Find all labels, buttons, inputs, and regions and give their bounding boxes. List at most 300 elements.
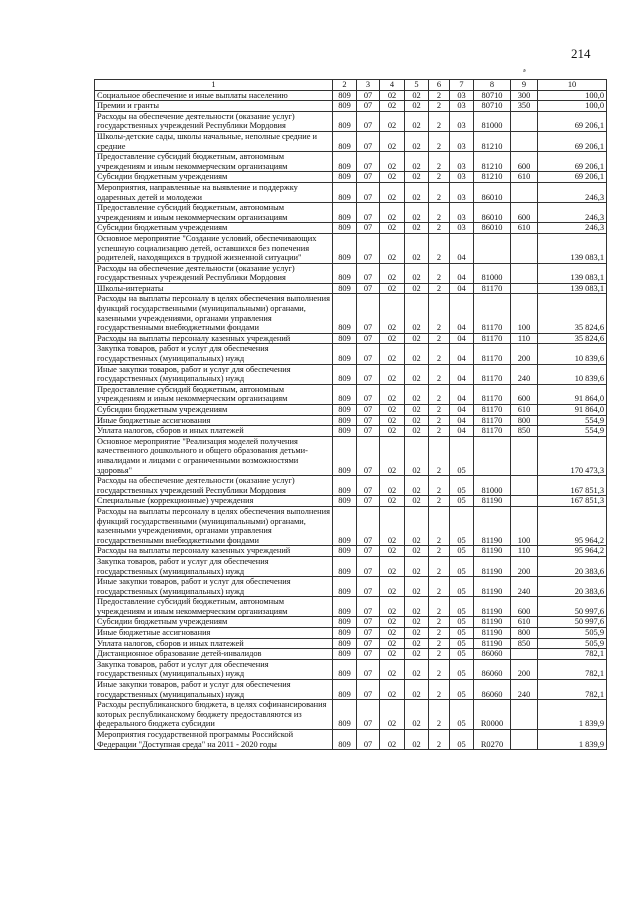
- code-event-cell: 03: [450, 90, 474, 101]
- code-program-cell: 02: [405, 101, 429, 112]
- code-subprogram-cell: 2: [429, 384, 450, 404]
- code-event-cell: 05: [450, 730, 474, 750]
- code-direction-cell: 81210: [474, 172, 511, 183]
- code-subsection-cell: 02: [380, 700, 405, 730]
- code-section-cell: 07: [357, 628, 380, 639]
- code-ministry-cell: 809: [333, 384, 357, 404]
- code-event-cell: 05: [450, 436, 474, 475]
- code-direction-cell: R0270: [474, 730, 511, 750]
- code-expense-type-cell: [511, 436, 538, 475]
- code-subprogram-cell: 2: [429, 577, 450, 597]
- code-ministry-cell: 809: [333, 263, 357, 283]
- code-event-cell: 04: [450, 415, 474, 426]
- code-ministry-cell: 809: [333, 649, 357, 660]
- table-row: [95, 436, 607, 475]
- table-row: [95, 344, 607, 364]
- table-row: [95, 294, 607, 333]
- code-subsection-cell: 02: [380, 233, 405, 263]
- code-subprogram-cell: 2: [429, 426, 450, 437]
- item-name-cell: Премии и гранты: [95, 101, 333, 112]
- code-direction-cell: 80710: [474, 101, 511, 112]
- code-subsection-cell: 02: [380, 152, 405, 172]
- code-program-cell: 02: [405, 617, 429, 628]
- amount-cell: 782,1: [538, 659, 607, 679]
- code-section-cell: 07: [357, 680, 380, 700]
- table-row: [95, 628, 607, 639]
- code-ministry-cell: 809: [333, 101, 357, 112]
- item-name-cell: Расходы на выплаты персоналу казенных учреждений: [95, 546, 333, 557]
- code-direction-cell: 81210: [474, 152, 511, 172]
- amount-cell: 1 839,9: [538, 700, 607, 730]
- code-event-cell: 03: [450, 152, 474, 172]
- amount-cell: 50 997,6: [538, 597, 607, 617]
- item-name-cell: Субсидии бюджетным учреждениям: [95, 617, 333, 628]
- code-direction-cell: 81190: [474, 617, 511, 628]
- code-expense-type-cell: 200: [511, 556, 538, 576]
- table-row: [95, 426, 607, 437]
- code-section-cell: 07: [357, 90, 380, 101]
- code-subprogram-cell: 2: [429, 659, 450, 679]
- code-expense-type-cell: [511, 263, 538, 283]
- amount-cell: 554,9: [538, 426, 607, 437]
- code-subsection-cell: 02: [380, 384, 405, 404]
- code-direction-cell: 80710: [474, 90, 511, 101]
- code-subprogram-cell: 2: [429, 294, 450, 333]
- code-expense-type-cell: 110: [511, 333, 538, 344]
- code-program-cell: 02: [405, 405, 429, 416]
- item-name-cell: Расходы на обеспечение деятельности (оказание услуг) государственных учреждений Республики Мордовия: [95, 476, 333, 496]
- code-subprogram-cell: 2: [429, 638, 450, 649]
- code-event-cell: 05: [450, 556, 474, 576]
- code-event-cell: 03: [450, 223, 474, 234]
- code-ministry-cell: 809: [333, 659, 357, 679]
- code-subsection-cell: 02: [380, 344, 405, 364]
- table-row: [95, 415, 607, 426]
- code-event-cell: 03: [450, 203, 474, 223]
- handwritten-mark: ₔ: [523, 63, 526, 74]
- code-event-cell: 04: [450, 283, 474, 294]
- code-direction-cell: 81190: [474, 628, 511, 639]
- code-expense-type-cell: 200: [511, 344, 538, 364]
- item-name-cell: Уплата налогов, сборов и иных платежей: [95, 638, 333, 649]
- code-ministry-cell: 809: [333, 111, 357, 131]
- code-ministry-cell: 809: [333, 233, 357, 263]
- code-ministry-cell: 809: [333, 344, 357, 364]
- code-ministry-cell: 809: [333, 223, 357, 234]
- code-expense-type-cell: 610: [511, 617, 538, 628]
- code-expense-type-cell: [511, 496, 538, 507]
- code-ministry-cell: 809: [333, 496, 357, 507]
- code-direction-cell: 81190: [474, 506, 511, 545]
- code-direction-cell: 81210: [474, 131, 511, 151]
- item-name-cell: Иные закупки товаров, работ и услуг для обеспечения государственных (муниципальных) нужд: [95, 577, 333, 597]
- table-row: [95, 101, 607, 112]
- amount-cell: 505,9: [538, 628, 607, 639]
- code-direction-cell: 81000: [474, 476, 511, 496]
- amount-cell: 139 083,1: [538, 283, 607, 294]
- code-expense-type-cell: 100: [511, 506, 538, 545]
- code-direction-cell: 86010: [474, 182, 511, 202]
- item-name-cell: Закупка товаров, работ и услуг для обеспечения государственных (муниципальных) нужд: [95, 659, 333, 679]
- code-event-cell: 03: [450, 111, 474, 131]
- item-name-cell: Расходы республиканского бюджета, в целях софинансирования которых республиканскому бюджету предоставляются из федерального бюджета субсидии: [95, 700, 333, 730]
- item-name-cell: Расходы на обеспечение деятельности (оказание услуг) государственных учреждений Республики Мордовия: [95, 263, 333, 283]
- amount-cell: 246,3: [538, 203, 607, 223]
- code-subsection-cell: 02: [380, 415, 405, 426]
- amount-cell: 20 383,6: [538, 556, 607, 576]
- code-ministry-cell: 809: [333, 131, 357, 151]
- column-header: 9: [511, 80, 538, 91]
- amount-cell: 246,3: [538, 182, 607, 202]
- code-section-cell: 07: [357, 405, 380, 416]
- code-subsection-cell: 02: [380, 556, 405, 576]
- code-subprogram-cell: 2: [429, 597, 450, 617]
- code-section-cell: 07: [357, 577, 380, 597]
- amount-cell: 139 083,1: [538, 233, 607, 263]
- code-ministry-cell: 809: [333, 203, 357, 223]
- table-row: [95, 223, 607, 234]
- code-subsection-cell: 02: [380, 111, 405, 131]
- code-expense-type-cell: 100: [511, 294, 538, 333]
- code-ministry-cell: 809: [333, 152, 357, 172]
- code-program-cell: 02: [405, 577, 429, 597]
- code-subsection-cell: 02: [380, 506, 405, 545]
- amount-cell: 91 864,0: [538, 384, 607, 404]
- item-name-cell: Субсидии бюджетным учреждениям: [95, 405, 333, 416]
- table-row: [95, 680, 607, 700]
- code-direction-cell: 81170: [474, 344, 511, 364]
- code-section-cell: 07: [357, 203, 380, 223]
- item-name-cell: Предоставление субсидий бюджетным, автономным учреждениям и иным некоммерческим организациям: [95, 152, 333, 172]
- table-row: [95, 405, 607, 416]
- code-ministry-cell: 809: [333, 172, 357, 183]
- code-program-cell: 02: [405, 203, 429, 223]
- code-section-cell: 07: [357, 344, 380, 364]
- amount-cell: 246,3: [538, 223, 607, 234]
- column-header: 8: [474, 80, 511, 91]
- code-program-cell: 02: [405, 233, 429, 263]
- code-expense-type-cell: 350: [511, 101, 538, 112]
- item-name-cell: Социальное обеспечение и иные выплаты населению: [95, 90, 333, 101]
- item-name-cell: Иные бюджетные ассигнования: [95, 415, 333, 426]
- code-program-cell: 02: [405, 333, 429, 344]
- code-section-cell: 07: [357, 436, 380, 475]
- code-subsection-cell: 02: [380, 172, 405, 183]
- code-expense-type-cell: 600: [511, 597, 538, 617]
- code-section-cell: 07: [357, 233, 380, 263]
- table-row: [95, 152, 607, 172]
- code-event-cell: 05: [450, 680, 474, 700]
- amount-cell: 167 851,3: [538, 476, 607, 496]
- item-name-cell: Закупка товаров, работ и услуг для обеспечения государственных (муниципальных) нужд: [95, 556, 333, 576]
- code-subsection-cell: 02: [380, 659, 405, 679]
- code-section-cell: 07: [357, 700, 380, 730]
- code-direction-cell: 81170: [474, 294, 511, 333]
- code-subprogram-cell: 2: [429, 415, 450, 426]
- code-direction-cell: 81170: [474, 283, 511, 294]
- code-subprogram-cell: 2: [429, 203, 450, 223]
- code-expense-type-cell: 850: [511, 426, 538, 437]
- column-header: 2: [333, 80, 357, 91]
- amount-cell: 35 824,6: [538, 294, 607, 333]
- code-section-cell: 07: [357, 111, 380, 131]
- code-expense-type-cell: 800: [511, 415, 538, 426]
- code-program-cell: 02: [405, 506, 429, 545]
- code-program-cell: 02: [405, 344, 429, 364]
- code-ministry-cell: 809: [333, 415, 357, 426]
- amount-cell: 95 964,2: [538, 506, 607, 545]
- item-name-cell: Основное мероприятие "Создание условий, обеспечивающих успешную социализацию детей, оставшихся без попечения родителей, находящихся в трудной жизненной ситуации": [95, 233, 333, 263]
- code-event-cell: 05: [450, 546, 474, 557]
- column-header: 6: [429, 80, 450, 91]
- code-program-cell: 02: [405, 436, 429, 475]
- amount-cell: 91 864,0: [538, 405, 607, 416]
- code-subsection-cell: 02: [380, 364, 405, 384]
- code-event-cell: 05: [450, 506, 474, 545]
- code-event-cell: 05: [450, 659, 474, 679]
- code-ministry-cell: 809: [333, 426, 357, 437]
- code-program-cell: 02: [405, 172, 429, 183]
- code-event-cell: 03: [450, 182, 474, 202]
- amount-cell: 139 083,1: [538, 263, 607, 283]
- code-section-cell: 07: [357, 172, 380, 183]
- code-program-cell: 02: [405, 283, 429, 294]
- item-name-cell: Школы-интернаты: [95, 283, 333, 294]
- code-subsection-cell: 02: [380, 101, 405, 112]
- code-direction-cell: 81190: [474, 577, 511, 597]
- item-name-cell: Уплата налогов, сборов и иных платежей: [95, 426, 333, 437]
- code-subprogram-cell: 2: [429, 152, 450, 172]
- code-section-cell: 07: [357, 476, 380, 496]
- code-subsection-cell: 02: [380, 131, 405, 151]
- table-row: [95, 506, 607, 545]
- code-program-cell: 02: [405, 597, 429, 617]
- code-section-cell: 07: [357, 556, 380, 576]
- code-ministry-cell: 809: [333, 730, 357, 750]
- amount-cell: 35 824,6: [538, 333, 607, 344]
- table-row: [95, 730, 607, 750]
- table-row: [95, 364, 607, 384]
- amount-cell: 505,9: [538, 638, 607, 649]
- code-ministry-cell: 809: [333, 283, 357, 294]
- item-name-cell: Субсидии бюджетным учреждениям: [95, 223, 333, 234]
- code-subsection-cell: 02: [380, 638, 405, 649]
- code-subsection-cell: 02: [380, 223, 405, 234]
- code-ministry-cell: 809: [333, 577, 357, 597]
- budget-table: [94, 79, 607, 750]
- code-section-cell: 07: [357, 182, 380, 202]
- code-event-cell: 03: [450, 101, 474, 112]
- code-subsection-cell: 02: [380, 680, 405, 700]
- code-direction-cell: 81170: [474, 333, 511, 344]
- code-direction-cell: R0000: [474, 700, 511, 730]
- code-direction-cell: 86010: [474, 223, 511, 234]
- code-subprogram-cell: 2: [429, 364, 450, 384]
- code-section-cell: 07: [357, 283, 380, 294]
- amount-cell: 100,0: [538, 101, 607, 112]
- code-program-cell: 02: [405, 628, 429, 639]
- amount-cell: 167 851,3: [538, 496, 607, 507]
- amount-cell: 69 206,1: [538, 111, 607, 131]
- code-program-cell: 02: [405, 152, 429, 172]
- item-name-cell: Предоставление субсидий бюджетным, автономным учреждениям и иным некоммерческим организациям: [95, 597, 333, 617]
- code-subsection-cell: 02: [380, 597, 405, 617]
- code-event-cell: 05: [450, 700, 474, 730]
- code-subprogram-cell: 2: [429, 333, 450, 344]
- code-section-cell: 07: [357, 730, 380, 750]
- code-event-cell: 03: [450, 131, 474, 151]
- table-row: [95, 476, 607, 496]
- code-subprogram-cell: 2: [429, 628, 450, 639]
- code-direction-cell: 81000: [474, 263, 511, 283]
- code-program-cell: 02: [405, 294, 429, 333]
- table-row: [95, 111, 607, 131]
- amount-cell: 782,1: [538, 649, 607, 660]
- code-expense-type-cell: 600: [511, 384, 538, 404]
- code-subprogram-cell: 2: [429, 730, 450, 750]
- code-direction-cell: 81190: [474, 556, 511, 576]
- code-event-cell: 04: [450, 426, 474, 437]
- code-program-cell: 02: [405, 476, 429, 496]
- code-ministry-cell: 809: [333, 628, 357, 639]
- item-name-cell: Иные бюджетные ассигнования: [95, 628, 333, 639]
- code-subsection-cell: 02: [380, 294, 405, 333]
- code-direction-cell: 86060: [474, 659, 511, 679]
- item-name-cell: Мероприятия, направленные на выявление и поддержку одаренных детей и молодежи: [95, 182, 333, 202]
- code-section-cell: 07: [357, 101, 380, 112]
- code-program-cell: 02: [405, 182, 429, 202]
- code-ministry-cell: 809: [333, 333, 357, 344]
- table-row: [95, 496, 607, 507]
- code-ministry-cell: 809: [333, 90, 357, 101]
- code-section-cell: 07: [357, 617, 380, 628]
- code-subsection-cell: 02: [380, 436, 405, 475]
- code-subsection-cell: 02: [380, 405, 405, 416]
- code-section-cell: 07: [357, 426, 380, 437]
- code-subsection-cell: 02: [380, 617, 405, 628]
- code-section-cell: 07: [357, 638, 380, 649]
- amount-cell: 50 997,6: [538, 617, 607, 628]
- code-expense-type-cell: 300: [511, 90, 538, 101]
- code-program-cell: 02: [405, 223, 429, 234]
- code-event-cell: 04: [450, 233, 474, 263]
- code-event-cell: 05: [450, 649, 474, 660]
- code-expense-type-cell: 800: [511, 628, 538, 639]
- code-subsection-cell: 02: [380, 333, 405, 344]
- column-header: 7: [450, 80, 474, 91]
- code-section-cell: 07: [357, 294, 380, 333]
- column-header: 3: [357, 80, 380, 91]
- amount-cell: 782,1: [538, 680, 607, 700]
- code-expense-type-cell: 600: [511, 152, 538, 172]
- code-expense-type-cell: 240: [511, 680, 538, 700]
- code-subprogram-cell: 2: [429, 233, 450, 263]
- code-expense-type-cell: [511, 182, 538, 202]
- code-event-cell: 05: [450, 476, 474, 496]
- page-number: 214: [571, 46, 591, 61]
- header-row: [95, 80, 607, 91]
- code-expense-type-cell: 610: [511, 405, 538, 416]
- code-subsection-cell: 02: [380, 476, 405, 496]
- code-ministry-cell: 809: [333, 597, 357, 617]
- code-program-cell: 02: [405, 700, 429, 730]
- code-subsection-cell: 02: [380, 730, 405, 750]
- table-row: [95, 546, 607, 557]
- code-event-cell: 05: [450, 496, 474, 507]
- code-program-cell: 02: [405, 638, 429, 649]
- code-direction-cell: 81190: [474, 638, 511, 649]
- code-ministry-cell: 809: [333, 182, 357, 202]
- code-program-cell: 02: [405, 546, 429, 557]
- item-name-cell: Иные закупки товаров, работ и услуг для обеспечения государственных (муниципальных) нужд: [95, 680, 333, 700]
- code-program-cell: 02: [405, 649, 429, 660]
- code-section-cell: 07: [357, 131, 380, 151]
- code-expense-type-cell: 240: [511, 364, 538, 384]
- column-header: 5: [405, 80, 429, 91]
- code-subprogram-cell: 2: [429, 223, 450, 234]
- code-subsection-cell: 02: [380, 90, 405, 101]
- code-subprogram-cell: 2: [429, 546, 450, 557]
- code-direction-cell: 81000: [474, 111, 511, 131]
- code-direction-cell: [474, 233, 511, 263]
- code-ministry-cell: 809: [333, 405, 357, 416]
- item-name-cell: Школы-детские сады, школы начальные, неполные средние и средние: [95, 131, 333, 151]
- table-row: [95, 384, 607, 404]
- code-direction-cell: 81170: [474, 405, 511, 416]
- code-subsection-cell: 02: [380, 496, 405, 507]
- table-row: [95, 233, 607, 263]
- table-row: [95, 283, 607, 294]
- table-row: [95, 172, 607, 183]
- code-event-cell: 04: [450, 294, 474, 333]
- code-program-cell: 02: [405, 556, 429, 576]
- item-name-cell: Расходы на выплаты персоналу в целях обеспечения выполнения функций государственными (муниципальными) органами, казенными учреждениями, органами управления государственными внебюджетными фондами: [95, 294, 333, 333]
- code-expense-type-cell: [511, 283, 538, 294]
- code-program-cell: 02: [405, 680, 429, 700]
- item-name-cell: Расходы на выплаты персоналу в целях обеспечения выполнения функций государственными (муниципальными) органами, казенными учреждениями, органами управления государственными внебюджетными фондами: [95, 506, 333, 545]
- code-subprogram-cell: 2: [429, 131, 450, 151]
- table-row: [95, 577, 607, 597]
- code-section-cell: 07: [357, 152, 380, 172]
- column-header: 4: [380, 80, 405, 91]
- code-event-cell: 04: [450, 364, 474, 384]
- amount-cell: 69 206,1: [538, 172, 607, 183]
- code-subprogram-cell: 2: [429, 436, 450, 475]
- code-subprogram-cell: 2: [429, 90, 450, 101]
- code-event-cell: 04: [450, 344, 474, 364]
- amount-cell: 69 206,1: [538, 131, 607, 151]
- code-subprogram-cell: 2: [429, 182, 450, 202]
- item-name-cell: Субсидии бюджетным учреждениям: [95, 172, 333, 183]
- code-section-cell: 07: [357, 597, 380, 617]
- code-direction-cell: 86060: [474, 680, 511, 700]
- code-program-cell: 02: [405, 111, 429, 131]
- item-name-cell: Закупка товаров, работ и услуг для обеспечения государственных (муниципальных) нужд: [95, 344, 333, 364]
- code-direction-cell: 81170: [474, 364, 511, 384]
- column-header: 10: [538, 80, 607, 91]
- item-name-cell: Мероприятия государственной программы Российской Федерации "Доступная среда" на 2011 - 2020 годы: [95, 730, 333, 750]
- code-expense-type-cell: 610: [511, 223, 538, 234]
- table-row: [95, 131, 607, 151]
- item-name-cell: Дистанционное образование детей-инвалидов: [95, 649, 333, 660]
- item-name-cell: Иные закупки товаров, работ и услуг для обеспечения государственных (муниципальных) нужд: [95, 364, 333, 384]
- code-subprogram-cell: 2: [429, 556, 450, 576]
- code-direction-cell: 86060: [474, 649, 511, 660]
- code-ministry-cell: 809: [333, 556, 357, 576]
- code-program-cell: 02: [405, 730, 429, 750]
- code-subprogram-cell: 2: [429, 344, 450, 364]
- amount-cell: 95 964,2: [538, 546, 607, 557]
